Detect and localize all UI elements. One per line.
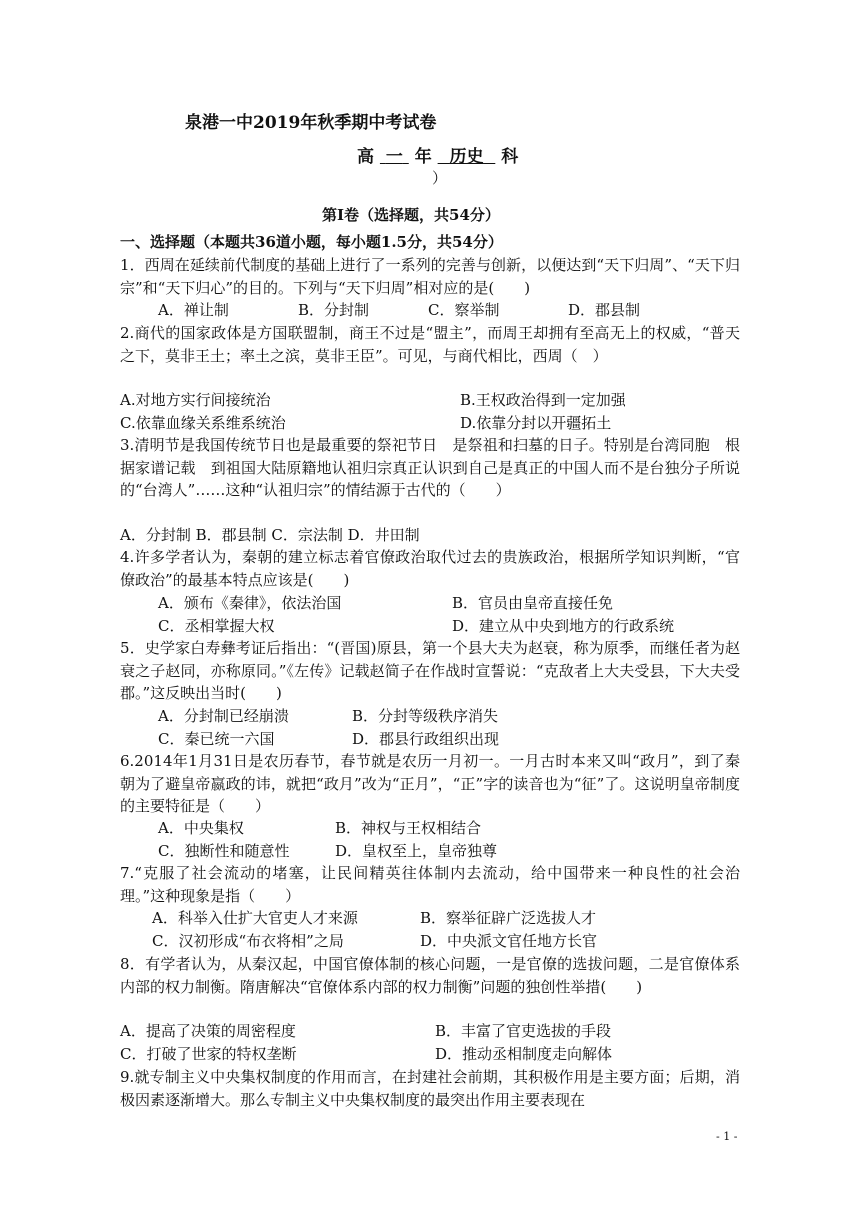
q6-option-a: A．中央集权 [158,819,244,837]
q8-option-c: C．打破了世家的特权垄断 [120,1045,297,1063]
grade-number: 一 [385,147,403,167]
q5-option-a: A．分封制已经崩溃 [158,707,289,725]
grade-subject-line [357,142,518,167]
question-2-stem: 2.商代的国家政体是方国联盟制，商王不过是“盟主”，而周王却拥有至高无上的权威，“普天之下，莫非王土；率土之滨，莫非王臣”。可见，与商代相比，西周（ ） [120,324,740,365]
q4-option-d: D．建立从中央到地方的行政系统 [452,617,675,635]
grade-mid: 年 [414,147,432,167]
q1-option-d: D．郡县制 [568,301,641,319]
q8-option-d: D．推动丞相制度走向解体 [435,1045,613,1063]
q3-options: A．分封制 B．郡县制 C．宗法制 D．井田制 [120,526,420,544]
grade-left: 高 [357,147,374,167]
page-number: - 1 - [716,1130,738,1143]
question-7-stem: 7.“克服了社会流动的堵塞，让民间精英往体制内去流动，给中国带来一种良性的社会治理。”这种现象是指（ ） [120,864,740,905]
question-1-stem: 1．西周在延续前代制度的基础上进行了一系列的完善与创新，以便达到“天下归周”、“天下归宗”和“天下归心”的目的。下列与“天下归周”相对应的是( ) [120,256,740,297]
q6-option-b: B．神权与王权相结合 [335,819,482,837]
q8-option-b: B．丰富了官吏选拔的手段 [435,1022,612,1040]
q5-option-b: B．分封等级秩序消失 [352,707,499,725]
q6-option-d: D．皇权至上，皇帝独尊 [335,842,498,860]
q7-option-a: A．科举入仕扩大官吏人才来源 [152,909,358,927]
q4-option-c: C．丞相掌握大权 [158,617,275,635]
q1-option-a: A．禅让制 [158,301,229,319]
question-6-stem: 6.2014年1月31日是农历春节，春节就是农历一月初一。一月古时本来又叫“政月”，到了秦朝为了避皇帝嬴政的讳，就把“政月”改为“正月”，“正”字的读音也为“征”了。这说明皇帝制度的主要特征是（ ） [120,752,740,815]
q1-option-c: C．察举制 [428,301,500,319]
section-instructions: 一、选择题（本题共36道小题，每小题1.5分，共54分） [120,233,503,251]
q6-option-c: C．独断性和随意性 [158,842,290,860]
subject-name: 历史 [449,147,484,167]
section-title: 第Ⅰ卷（选择题，共54分） [322,206,500,224]
header-paren: ） [432,169,448,187]
subject-suffix: 科 [501,147,519,167]
q2-option-a: A.对地方实行间接统治 [120,391,271,409]
question-5-stem: 5．史学家白寿彝考证后指出：“(晋国)原县，第一个县大夫为赵衰，称为原季，而继任者为赵衰之子赵同，亦称原同。”《左传》记载赵简子在作战时宣誓说：“克敌者上大夫受县，下大夫受郡。”这反映出当时( ) [120,639,740,702]
q8-option-a: A．提高了决策的周密程度 [120,1022,296,1040]
q5-option-c: C．秦已统一六国 [158,730,275,748]
q2-option-d: D.依靠分封以开疆拓土 [460,414,612,432]
question-4-stem: 4.许多学者认为，秦朝的建立标志着官僚政治取代过去的贵族政治，根据所学知识判断，“官僚政治”的最基本特点应该是( ) [120,548,740,589]
q4-option-b: B．官员由皇帝直接任免 [452,594,614,612]
question-8-stem: 8．有学者认为，从秦汉起，中国官僚体制的核心问题，一是官僚的选拔问题，二是官僚体系内部的权力制衡。隋唐解决“官僚体系内部的权力制衡”问题的独创性举措( ) [120,955,740,996]
q7-option-c: C．汉初形成“布衣将相”之局 [152,932,344,950]
q1-option-b: B．分封制 [298,301,370,319]
question-3-stem: 3.清明节是我国传统节日也是最重要的祭祀节日 是祭祖和扫墓的日子。特别是台湾同胞 根据家谱记载 到祖国大陆原籍地认祖归宗真正认识到自己是真正的中国人而不是台独分子所说的“台湾人”……这种“认祖归宗”的情结源于古代的（ ） [120,436,740,499]
q2-option-b: B.王权政治得到一定加强 [460,391,626,409]
q2-option-c: C.依靠血缘关系维系统治 [120,414,286,432]
exam-title: 泉港一中2019年秋季期中考试卷 [185,113,437,133]
q7-option-d: D．中央派文官任地方长官 [420,932,598,950]
q5-option-d: D．郡县行政组织出现 [352,730,500,748]
question-9-stem: 9.就专制主义中央集权制度的作用而言，在封建社会前期，其积极作用是主要方面；后期，消极因素逐渐增大。那么专制主义中央集权制度的最突出作用主要表现在 [120,1068,740,1109]
q4-option-a: A．颁布《秦律》，依法治国 [158,594,342,612]
q7-option-b: B．察举征辟广泛选拔人才 [420,909,597,927]
